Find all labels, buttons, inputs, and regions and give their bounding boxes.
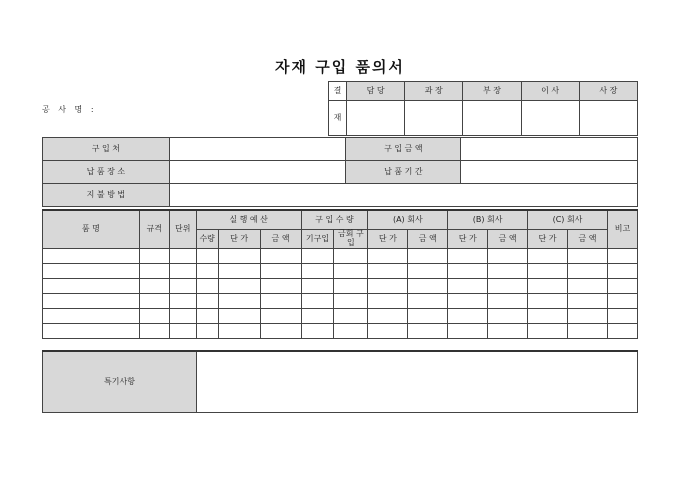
table-cell[interactable] <box>334 249 368 264</box>
purchase-amount-label: 구 입 금 액 <box>346 138 461 161</box>
budget-header: 실 행 예 산 <box>196 210 301 230</box>
table-cell[interactable] <box>368 324 408 339</box>
table-cell[interactable] <box>408 279 448 294</box>
table-cell[interactable] <box>408 309 448 324</box>
table-cell[interactable] <box>139 249 169 264</box>
table-cell[interactable] <box>260 279 301 294</box>
table-cell[interactable] <box>488 294 528 309</box>
payment-method-field[interactable] <box>169 184 637 207</box>
table-cell[interactable] <box>568 264 608 279</box>
table-cell[interactable] <box>408 324 448 339</box>
purchase-info-table <box>42 137 638 207</box>
table-cell[interactable] <box>568 324 608 339</box>
table-cell[interactable] <box>528 249 568 264</box>
table-cell[interactable] <box>334 279 368 294</box>
table-cell[interactable] <box>334 309 368 324</box>
item-name-header: 품 명 <box>43 210 140 249</box>
company-c-header: (C) 회사 <box>528 210 608 230</box>
table-cell[interactable] <box>488 309 528 324</box>
purchase-qty-header: 구 입 수 량 <box>301 210 368 230</box>
table-cell[interactable] <box>334 324 368 339</box>
table-cell[interactable] <box>368 279 408 294</box>
table-row <box>43 309 638 324</box>
table-cell[interactable] <box>528 324 568 339</box>
company-a-header: (A) 회사 <box>368 210 448 230</box>
delivery-place-field[interactable] <box>169 161 346 184</box>
table-cell[interactable] <box>488 324 528 339</box>
table-cell[interactable] <box>607 264 637 279</box>
table-cell[interactable] <box>528 264 568 279</box>
table-cell[interactable] <box>260 294 301 309</box>
table-cell[interactable] <box>408 264 448 279</box>
supplier-field[interactable] <box>169 138 346 161</box>
signature-box[interactable] <box>579 101 637 136</box>
table-cell[interactable] <box>568 294 608 309</box>
table-cell[interactable] <box>568 279 608 294</box>
table-cell[interactable] <box>260 324 301 339</box>
prior-purchase-header: 기구입 <box>301 230 334 249</box>
table-cell[interactable] <box>368 264 408 279</box>
special-notes-label: 특기사항 <box>43 351 197 413</box>
table-cell[interactable] <box>260 249 301 264</box>
table-cell[interactable] <box>196 294 218 309</box>
approval-role-dept-head: 부 장 <box>463 82 521 101</box>
table-cell[interactable] <box>260 264 301 279</box>
budget-unit-price-header: 단 가 <box>218 230 260 249</box>
company-c-amount-header: 금 액 <box>568 230 608 249</box>
supplier-label: 구 입 처 <box>43 138 170 161</box>
table-cell[interactable] <box>448 324 488 339</box>
delivery-period-label: 납 품 기 간 <box>346 161 461 184</box>
company-a-unit-price-header: 단 가 <box>368 230 408 249</box>
table-cell[interactable] <box>488 264 528 279</box>
table-cell[interactable] <box>301 324 334 339</box>
table-cell[interactable] <box>448 249 488 264</box>
table-cell[interactable] <box>196 264 218 279</box>
approval-label-bottom: 재 <box>329 101 347 136</box>
purchase-amount-field[interactable] <box>461 138 638 161</box>
payment-method-label: 지 불 방 법 <box>43 184 170 207</box>
table-cell[interactable] <box>218 264 260 279</box>
table-cell[interactable] <box>43 294 140 309</box>
table-cell[interactable] <box>196 324 218 339</box>
document-title: 자재 구입 품의서 <box>275 58 405 76</box>
table-cell[interactable] <box>301 279 334 294</box>
table-row <box>43 294 638 309</box>
table-cell[interactable] <box>139 309 169 324</box>
table-cell[interactable] <box>139 264 169 279</box>
unit-header: 단위 <box>169 210 196 249</box>
company-b-header: (B) 회사 <box>448 210 528 230</box>
table-cell[interactable] <box>43 249 140 264</box>
table-row <box>43 249 638 264</box>
table-cell[interactable] <box>43 264 140 279</box>
table-cell[interactable] <box>568 309 608 324</box>
budget-quantity-header: 수량 <box>196 230 218 249</box>
table-cell[interactable] <box>528 309 568 324</box>
signature-box[interactable] <box>405 101 463 136</box>
table-row <box>43 279 638 294</box>
table-cell[interactable] <box>607 324 637 339</box>
spec-header: 규격 <box>139 210 169 249</box>
table-cell[interactable] <box>301 249 334 264</box>
table-cell[interactable] <box>448 279 488 294</box>
table-cell[interactable] <box>568 249 608 264</box>
table-cell[interactable] <box>43 324 140 339</box>
table-cell[interactable] <box>301 264 334 279</box>
table-cell[interactable] <box>196 279 218 294</box>
approval-label-top: 결 <box>329 82 347 101</box>
company-c-unit-price-header: 단 가 <box>528 230 568 249</box>
table-cell[interactable] <box>448 264 488 279</box>
special-notes-table <box>42 350 638 413</box>
table-cell[interactable] <box>607 309 637 324</box>
table-cell[interactable] <box>528 294 568 309</box>
approval-role-staff: 담 당 <box>347 82 405 101</box>
company-b-amount-header: 금 액 <box>488 230 528 249</box>
table-cell[interactable] <box>368 249 408 264</box>
table-cell[interactable] <box>607 294 637 309</box>
table-cell[interactable] <box>169 264 196 279</box>
table-cell[interactable] <box>488 279 528 294</box>
table-cell[interactable] <box>368 294 408 309</box>
signature-box[interactable] <box>463 101 521 136</box>
signature-box[interactable] <box>347 101 405 136</box>
approval-table <box>328 81 638 136</box>
table-cell[interactable] <box>218 324 260 339</box>
table-cell[interactable] <box>301 294 334 309</box>
table-cell[interactable] <box>43 309 140 324</box>
approval-role-president: 사 장 <box>579 82 637 101</box>
table-cell[interactable] <box>196 249 218 264</box>
approval-role-director: 이 사 <box>521 82 579 101</box>
table-cell[interactable] <box>334 264 368 279</box>
company-a-amount-header: 금 액 <box>408 230 448 249</box>
signature-box[interactable] <box>521 101 579 136</box>
table-cell[interactable] <box>218 309 260 324</box>
delivery-place-label: 납 품 장 소 <box>43 161 170 184</box>
table-cell[interactable] <box>169 324 196 339</box>
table-cell[interactable] <box>368 309 408 324</box>
table-cell[interactable] <box>448 309 488 324</box>
table-cell[interactable] <box>334 294 368 309</box>
table-cell[interactable] <box>139 294 169 309</box>
table-cell[interactable] <box>488 249 528 264</box>
special-notes-field[interactable] <box>197 351 638 413</box>
delivery-period-field[interactable] <box>461 161 638 184</box>
table-cell[interactable] <box>139 324 169 339</box>
table-cell[interactable] <box>169 294 196 309</box>
table-cell[interactable] <box>196 309 218 324</box>
company-b-unit-price-header: 단 가 <box>448 230 488 249</box>
table-cell[interactable] <box>139 279 169 294</box>
table-cell[interactable] <box>218 249 260 264</box>
table-cell[interactable] <box>169 279 196 294</box>
table-cell[interactable] <box>260 309 301 324</box>
table-cell[interactable] <box>408 249 448 264</box>
this-purchase-header: 금회 구입 <box>334 230 368 249</box>
table-cell[interactable] <box>218 294 260 309</box>
project-name-label: 공 사 명 : <box>42 105 97 114</box>
table-cell[interactable] <box>408 294 448 309</box>
remarks-header: 비고 <box>607 210 637 249</box>
table-cell[interactable] <box>218 279 260 294</box>
table-row <box>43 264 638 279</box>
table-cell[interactable] <box>169 309 196 324</box>
table-cell[interactable] <box>301 309 334 324</box>
table-row <box>43 324 638 339</box>
table-cell[interactable] <box>607 249 637 264</box>
table-cell[interactable] <box>528 279 568 294</box>
table-cell[interactable] <box>43 279 140 294</box>
approval-role-section-chief: 과 장 <box>405 82 463 101</box>
table-cell[interactable] <box>607 279 637 294</box>
budget-amount-header: 금 액 <box>260 230 301 249</box>
items-table <box>42 209 638 339</box>
table-cell[interactable] <box>448 294 488 309</box>
table-cell[interactable] <box>169 249 196 264</box>
